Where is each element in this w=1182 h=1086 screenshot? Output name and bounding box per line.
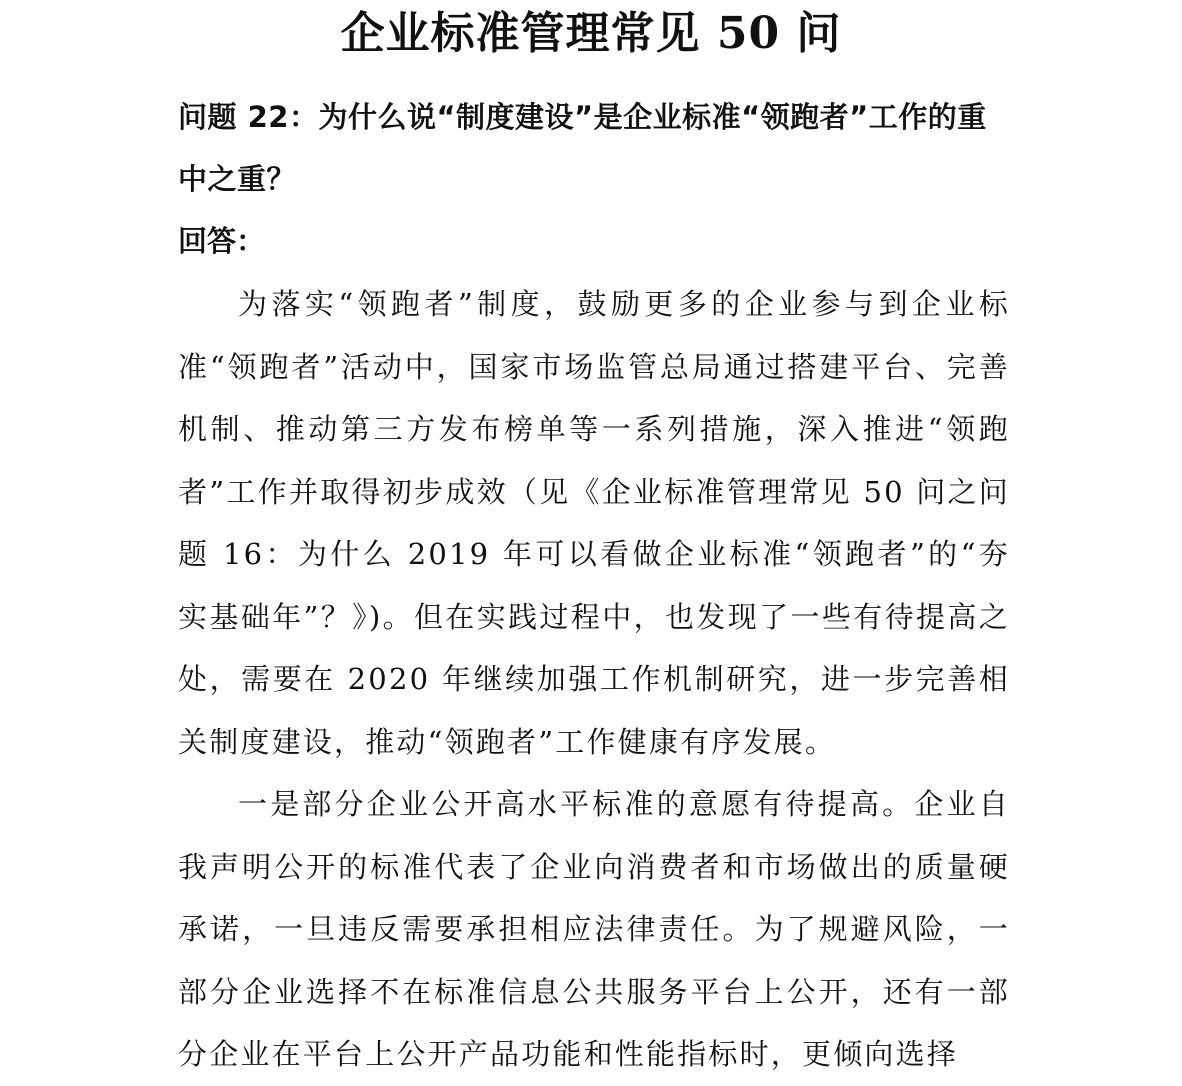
question-heading: 问题 22：为什么说“制度建设”是企业标准“领跑者”工作的重中之重？ — [178, 100, 987, 196]
body-paragraph: 一是部分企业公开高水平标准的意愿有待提高。企业自我声明公开的标准代表了企业向消费者和市场做出的质量硬承诺，一旦违反需要承担相应法律责任。为了规避风险，一部分企业选择不在标准信息公共服务平台上公开，还有一部分企业在平台上公开产品功能和性能指标时，更倾向选择 — [178, 787, 1010, 1071]
answer-label: 回答： — [178, 224, 266, 258]
body-paragraph: 为落实“领跑者”制度，鼓励更多的企业参与到企业标准“领跑者”活动中，国家市场监管总局通过搭建平台、完善机制、推动第三方发布榜单等一系列措施，深入推进“领跑者”工作并取得初步成效（见《企业标准管理常见 50 问之问题 16：为什么 2019 年可以看做企业标准“领跑者”的“夯实基础年”？》)。但在实践过程中，也发现了一些有待提高之处，需要在 2020 年继续加强工作机制研究，进一步完善相关制度建设，推动“领跑者”工作健康有序发展。 — [178, 287, 1010, 759]
document-title: 企业标准管理常见 50 问 — [340, 8, 842, 59]
